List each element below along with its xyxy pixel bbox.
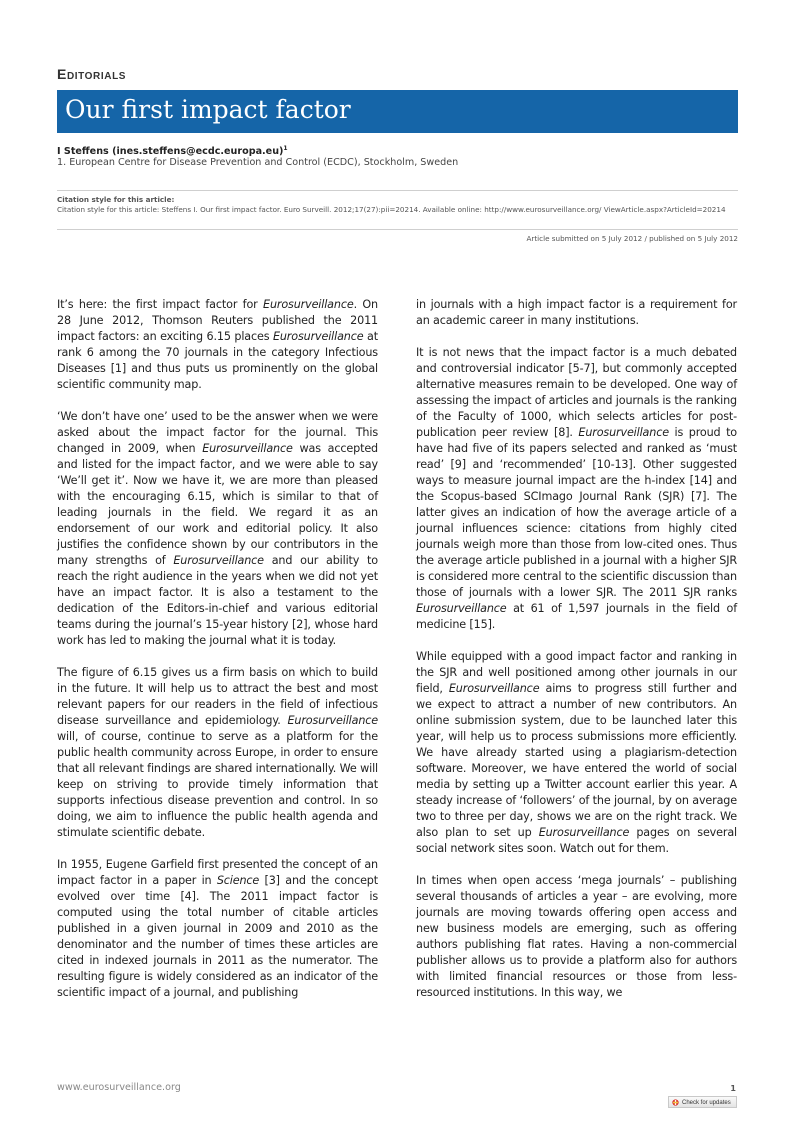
citation-text: Citation style for this article: Steffens I. Our first impact factor. Euro Surveill. 2012;17(27):pii=20214. Available online: http://www.eurosurveillance.org/ ViewArticle.aspx?ArticleId=20214 — [57, 205, 726, 214]
right-column-paragraph — [416, 345, 737, 633]
body-text: pages on several social network sites soon. Watch out for them. — [416, 826, 737, 855]
author-line — [57, 145, 288, 157]
body-text: The figure of 6.15 gives us a firm basis on which to build in the future. It will help us to attract the best and most relevant papers for our readers in the field of infectious disease surveillance and epidemiology. — [57, 666, 378, 727]
right-column-paragraph — [416, 297, 737, 329]
body-text: In 1955, Eugene Garfield first presented the concept of an impact factor in a paper in — [57, 858, 378, 887]
italic-text: Eurosurveillance — [578, 426, 669, 439]
footer-url[interactable]: www.eurosurveillance.org — [57, 1082, 181, 1093]
check-for-updates-button[interactable] — [668, 1096, 737, 1108]
left-column-paragraph — [57, 665, 378, 841]
author-affiliation: 1. European Centre for Disease Prevention and Control (ECDC), Stockholm, Sweden — [57, 157, 459, 168]
author-name: I Steffens (ines.steffens@ecdc.europa.eu) — [57, 146, 284, 158]
italic-text: Eurosurveillance — [173, 554, 264, 567]
body-text: . On 28 June 2012, Thomson Reuters published the 2011 impact factors: an exciting 6.15 places — [57, 298, 378, 343]
body-text: In times when open access ‘mega journals’ – publishing several thousands of articles a year – are evolving, more journals are moving towards offering open access and new business models are emerging, such as offering authors publishing flat rates. Having a non-commercial publisher allows us to provide a platform also for authors with limited financial resources or those from less-resourced institutions. In this way, we — [416, 874, 737, 999]
italic-text: Eurosurveillance — [202, 442, 293, 455]
right-column-paragraph — [416, 873, 737, 1001]
right-column-paragraph — [416, 649, 737, 857]
left-column-paragraph — [57, 857, 378, 1001]
body-text: ‘We don’t have one’ used to be the answer when we were asked about the impact factor for the journal. This changed in 2009, when — [57, 410, 378, 455]
submission-dates: Article submitted on 5 July 2012 / published on 5 July 2012 — [526, 234, 738, 243]
body-text: was accepted and listed for the impact factor, and we were able to say ‘We’ll get it’. Now we have it, we are more than pleased with the encouraging 6.15, which is similar to that of leading journals in the field. We regard it as an endorsement of our work and editorial policy. It also justifies the confidence shown by our contributors in the many strengths of — [57, 442, 378, 567]
body-text: and our ability to reach the right audience in the years when we did not yet have an impact factor. It is also a testament to the dedication of the Editors-in-chief and various editorial teams during the journal’s 15-year history [2], whose hard work has led to making the journal what it is today. — [57, 554, 378, 647]
body-text: It is not news that the impact factor is a much debated and controversial indicator [5-7], but commonly accepted alternative measures remain to be developed. One way of assessing the impact of articles and journals is the ranking of the Faculty of 1000, which selects articles for post-publication peer review [8]. — [416, 346, 737, 439]
italic-text: Eurosurveillance — [538, 826, 630, 839]
body-text: While equipped with a good impact factor and ranking in the SJR and well positioned among other journals in our field, — [416, 650, 737, 695]
italic-text: Eurosurveillance — [272, 330, 364, 343]
italic-text: Eurosurveillance — [416, 602, 507, 615]
author-affiliation-marker: 1 — [283, 145, 288, 152]
body-text: at rank 6 among the 70 journals in the category Infectious Diseases [1] and thus puts us prominently on the global scientific community map. — [57, 330, 378, 391]
body-text: aims to progress still further and we expect to attract a number of new contributors. An online submission system, due to be launched later this year, will help us to process submissions more efficiently. We have already started using a plagiarism-detection software. Moreover, we have entered the world of social media by setting up a Twitter account earlier this year. A steady increase of ‘followers’ of the journal, by on average two to three per day, shows we are on the right track. We also plan to set up — [416, 682, 737, 839]
section-label: Editorials — [57, 66, 127, 82]
body-text: is proud to have had five of its papers selected and ranked as ‘must read’ [9] and ‘recommended’ [10-13]. Other suggested ways to measure journal impact are the h-index [14] and the Scopus-based SCImago Journal Rank (SJR) [7]. The latter gives an indication of how the average article of a journal influences science: citations from highly cited journals weigh more than those from low-cited ones. Thus the average article published in a journal with a higher SJR is considered more central to the scientific discussion than those of journals with a lower SJR. The 2011 SJR ranks — [416, 426, 737, 599]
page-number: 1 — [730, 1084, 736, 1093]
italic-text: Eurosurveillance — [263, 298, 354, 311]
italic-text: Eurosurveillance — [448, 682, 540, 695]
body-column-left — [57, 297, 378, 1017]
italic-text: Eurosurveillance — [287, 714, 378, 727]
title-banner — [57, 90, 738, 133]
body-column-right — [416, 297, 737, 1017]
body-text: [3] and the concept evolved over time [4]. The 2011 impact factor is computed using the total number of citable articles published in a given journal in 2009 and 2010 as the denominator and the number of times these articles are cited in indexed journals in 2011 as the numerator. The resulting figure is widely considered as an indicator of the scientific impact of a journal, and publishing — [57, 874, 378, 999]
body-text: at 61 of 1,597 journals in the field of medicine [15]. — [416, 602, 737, 631]
left-column-paragraph — [57, 409, 378, 649]
body-text: in journals with a high impact factor is a requirement for an academic career in many institutions. — [416, 298, 737, 327]
article-title: Our first impact factor — [65, 95, 351, 124]
citation-bottom-divider — [57, 229, 738, 230]
body-text: will, of course, continue to serve as a platform for the public health community across Europe, in order to ensure that all relevant findings are shared internationally. We will keep on striving to provide timely information that supports infectious disease prevention and control. In so doing, we aim to influence the public health agenda and stimulate scientific debate. — [57, 730, 378, 839]
left-column-paragraph — [57, 297, 378, 393]
citation-heading: Citation style for this article: — [57, 195, 175, 204]
italic-text: Science — [216, 874, 260, 887]
body-text: It’s here: the first impact factor for — [57, 298, 264, 311]
check-for-updates-label: Check for updates — [682, 1100, 731, 1106]
citation-top-divider — [57, 190, 738, 191]
crossmark-icon — [672, 1099, 679, 1106]
